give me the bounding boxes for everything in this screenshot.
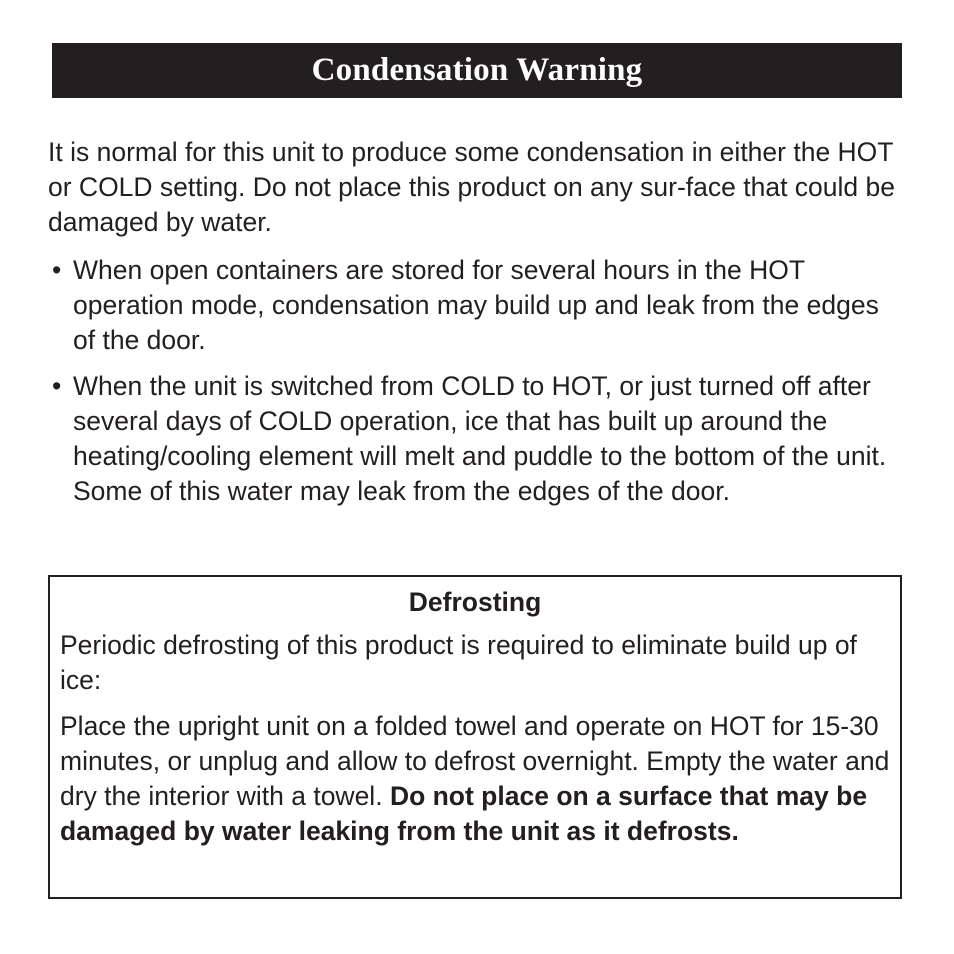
bullet-icon: • — [52, 255, 62, 285]
intro-paragraph: It is normal for this unit to produce some condensation in either the HOT or COLD setting. Do not place this product on any sur-face that could be damaged by water. — [48, 137, 895, 237]
defrosting-title: Defrosting — [408, 587, 542, 617]
defrosting-paragraph-2 — [60, 709, 890, 849]
defrosting-instructions: Place the upright unit on a folded towel and operate on HOT for 15-30 minutes, or unplug and allow to defrost overnight. Empty the water and dry the interior with a towel. — [60, 711, 890, 811]
bullet-item — [48, 253, 908, 358]
defrosting-warning: Do not place on a surface that may be damaged by water leaking from the unit as it defrosts. — [60, 781, 868, 846]
defrosting-box — [48, 575, 902, 899]
section-header-banner — [52, 43, 902, 98]
defrosting-paragraph-1: Periodic defrosting of this product is required to eliminate build up of ice: — [60, 630, 857, 695]
condensation-body — [48, 135, 908, 520]
bullet-icon: • — [52, 371, 62, 401]
section-title: Condensation Warning — [311, 52, 643, 88]
bullet-item — [48, 369, 908, 509]
bullet-text: When open containers are stored for several hours in the HOT operation mode, condensation may build up and leak from the edges of the door. — [73, 255, 879, 355]
bullet-text: When the unit is switched from COLD to HOT, or just turned off after several days of COLD operation, ice that has built up around the heating/cooling element will melt and puddle to the bottom of the unit. Some of this water may leak from the edges of the door. — [73, 371, 887, 506]
